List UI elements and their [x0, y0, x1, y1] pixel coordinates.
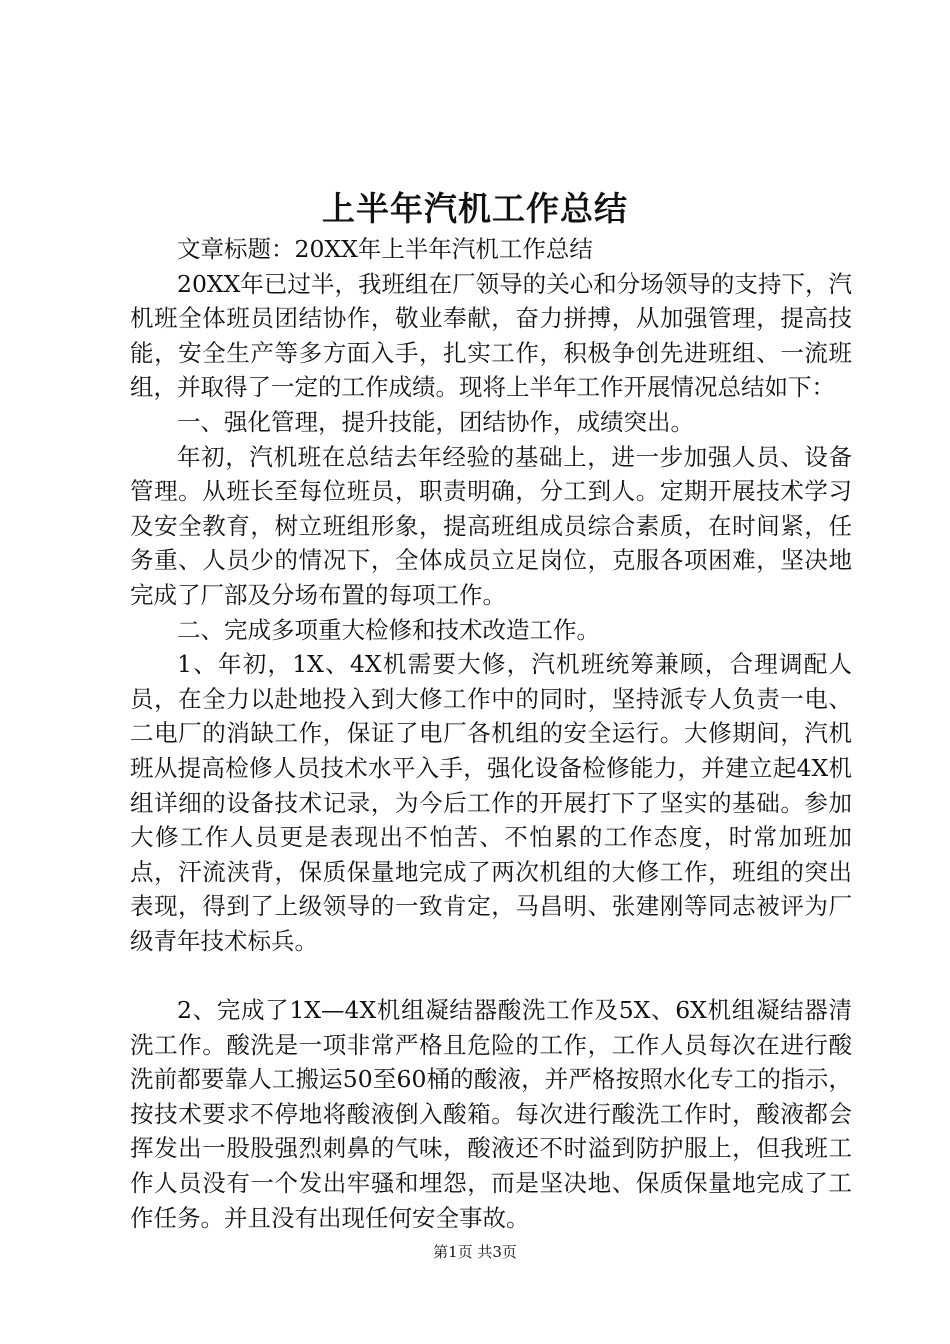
- intro-paragraph: 20XX年已过半，我班组在厂领导的关心和分场领导的支持下，汽机班全体班员团结协作，敬业奉献，奋力拼搏，从加强管理，提高技能，安全生产等多方面入手，扎实工作，积极争创先进班组、一流班组，并取得了一定的工作成绩。现将上半年工作开展情况总结如下：: [130, 269, 852, 402]
- section-heading-1: 一、强化管理，提升技能，团结协作，成绩突出。: [177, 407, 694, 436]
- section-1-paragraph: 年初，汽机班在总结去年经验的基础上，进一步加强人员、设备管理。从班长至每位班员，职责明确，分工到人。定期开展技术学习及安全教育，树立班组形象，提高班组成员综合素质，在时间紧，任务重、人员少的情况下，全体成员立足岗位，克服各项困难，坚决地完成了厂部及分场布置的每项工作。: [130, 442, 852, 609]
- page-footer: 第1页 共3页: [433, 1243, 517, 1261]
- item-1-paragraph: 1、年初，1X、4X机需要大修，汽机班统筹兼顾，合理调配人员，在全力以赴地投入到大修工作中的同时，坚持派专人负责一电、二电厂的消缺工作，保证了电厂各机组的安全运行。大修期间，汽机班从提高检修人员技术水平入手，强化设备检修能力，并建立起4X机组详细的设备技术记录，为今后工作的开展打下了坚实的基础。参加大修工作人员更是表现出不怕苦、不怕累的工作态度，时常加班加点，汗流浃背，保质保量地完成了两次机组的大修工作，班组的突出表现，得到了上级领导的一致肯定，马昌明、张建刚等同志被评为厂级青年技术标兵。: [130, 650, 852, 955]
- document-body: [130, 232, 852, 1235]
- document-title: 上半年汽机工作总结: [322, 189, 628, 228]
- blank-line: [130, 958, 852, 993]
- section-heading-2: 二、完成多项重大检修和技术改造工作。: [177, 615, 600, 644]
- item-2-paragraph: 2、完成了1X—4X机组凝结器酸洗工作及5X、6X机组凝结器清洗工作。酸洗是一项非常严格且危险的工作，工作人员每次在进行酸洗前都要靠人工搬运50至60桶的酸液，并严格按照水化专工的指示，按技术要求不停地将酸液倒入酸箱。每次进行酸洗工作时，酸液都会挥发出一股股强烈刺鼻的气味，酸液还不时溢到防护服上，但我班工作人员没有一个发出牢骚和埋怨，而是坚决地、保质保量地完成了工作任务。并且没有出现任何安全事故。: [130, 996, 852, 1232]
- article-title-line: 文章标题：20XX年上半年汽机工作总结: [177, 235, 593, 263]
